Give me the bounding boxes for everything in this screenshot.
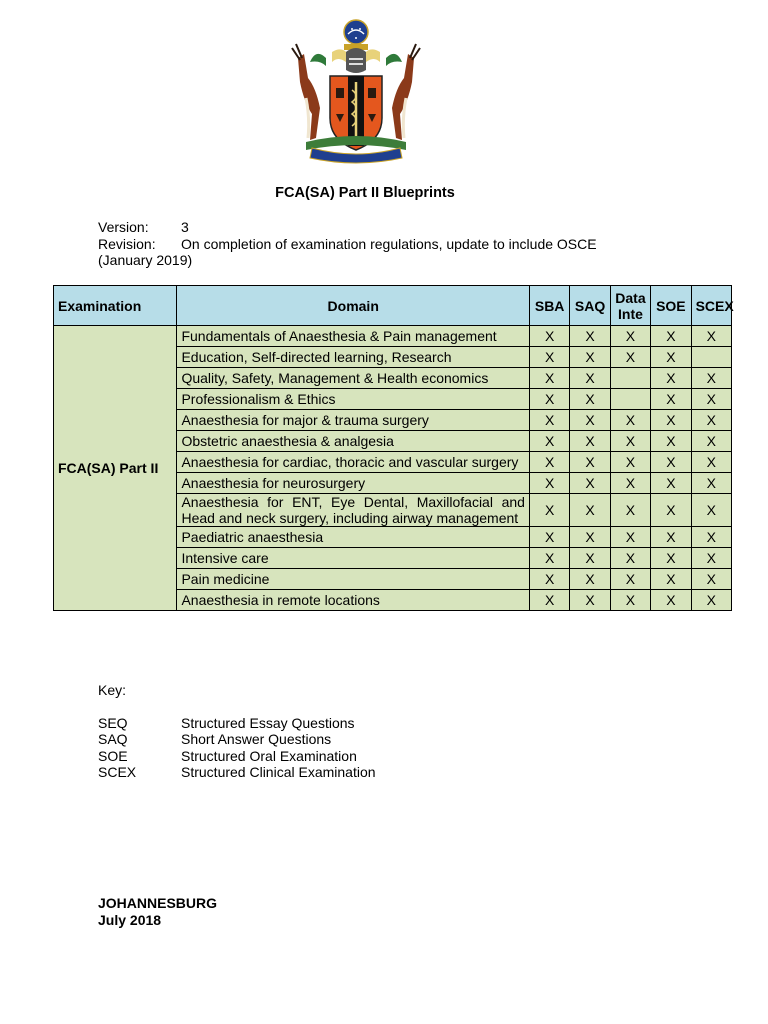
- sba-mark-cell: X: [529, 473, 569, 494]
- domain-cell: Professionalism & Ethics: [177, 389, 529, 410]
- scex-mark-cell: X: [691, 389, 731, 410]
- key-items: [98, 715, 376, 781]
- data-mark-cell: X: [610, 494, 650, 527]
- data-mark-cell: [610, 389, 650, 410]
- revision-row: [98, 236, 597, 253]
- scex-mark-cell: X: [691, 548, 731, 569]
- soe-mark-cell: X: [651, 347, 691, 368]
- saq-mark-cell: X: [570, 527, 610, 548]
- key-meaning: Short Answer Questions: [181, 731, 332, 747]
- header-sba: SBA: [529, 286, 569, 326]
- soe-mark-cell: X: [651, 494, 691, 527]
- scex-mark-cell: [691, 347, 731, 368]
- data-mark-cell: [610, 368, 650, 389]
- document-title: FCA(SA) Part II Blueprints: [275, 185, 455, 201]
- sba-mark-cell: X: [529, 389, 569, 410]
- footer: [98, 895, 217, 928]
- key-item: [98, 748, 376, 765]
- domain-cell: Pain medicine: [177, 569, 529, 590]
- saq-mark-cell: X: [570, 431, 610, 452]
- data-mark-cell: X: [610, 527, 650, 548]
- sba-mark-cell: X: [529, 452, 569, 473]
- table-header-row: [54, 286, 732, 326]
- saq-mark-cell: X: [570, 590, 610, 611]
- college-crest-logo: [286, 18, 426, 164]
- sba-mark-cell: X: [529, 410, 569, 431]
- sba-mark-cell: X: [529, 494, 569, 527]
- table-row: [54, 326, 732, 347]
- data-mark-cell: X: [610, 410, 650, 431]
- saq-mark-cell: X: [570, 389, 610, 410]
- key-abbreviation: SOE: [98, 747, 128, 764]
- key-meaning: Structured Clinical Examination: [181, 764, 376, 780]
- saq-mark-cell: X: [570, 368, 610, 389]
- saq-mark-cell: X: [570, 548, 610, 569]
- sba-mark-cell: X: [529, 527, 569, 548]
- scex-mark-cell: X: [691, 326, 731, 347]
- domain-cell: Anaesthesia for neurosurgery: [177, 473, 529, 494]
- soe-mark-cell: X: [651, 590, 691, 611]
- sba-mark-cell: X: [529, 590, 569, 611]
- scex-mark-cell: X: [691, 431, 731, 452]
- domain-cell: Anaesthesia for major & trauma surgery: [177, 410, 529, 431]
- soe-mark-cell: X: [651, 368, 691, 389]
- examination-cell: FCA(SA) Part II: [54, 326, 177, 611]
- footer-date: July 2018: [98, 911, 162, 928]
- soe-mark-cell: X: [651, 473, 691, 494]
- key-meaning: Structured Essay Questions: [181, 714, 355, 731]
- scex-mark-cell: X: [691, 590, 731, 611]
- data-mark-cell: X: [610, 326, 650, 347]
- header-data-inte: Data Inte: [610, 286, 650, 326]
- blueprint-table: [53, 285, 732, 611]
- key-item: [98, 731, 376, 748]
- saq-mark-cell: X: [570, 326, 610, 347]
- key-abbreviation: SEQ: [98, 714, 128, 731]
- soe-mark-cell: X: [651, 569, 691, 590]
- domain-cell: Obstetric anaesthesia & analgesia: [177, 431, 529, 452]
- sba-mark-cell: X: [529, 431, 569, 452]
- version-row: [98, 219, 597, 236]
- revision-label: Revision:: [98, 235, 156, 252]
- soe-mark-cell: X: [651, 389, 691, 410]
- key-item: [98, 764, 376, 781]
- header-saq: SAQ: [570, 286, 610, 326]
- saq-mark-cell: X: [570, 569, 610, 590]
- blueprint-table-body: [54, 326, 732, 611]
- key-item: [98, 715, 376, 732]
- soe-mark-cell: X: [651, 527, 691, 548]
- header-scex: SCEX: [691, 286, 731, 326]
- scex-mark-cell: X: [691, 368, 731, 389]
- sba-mark-cell: X: [529, 569, 569, 590]
- scex-mark-cell: X: [691, 527, 731, 548]
- data-mark-cell: X: [610, 569, 650, 590]
- soe-mark-cell: X: [651, 431, 691, 452]
- domain-cell: Paediatric anaesthesia: [177, 527, 529, 548]
- key-title: Key:: [98, 682, 127, 698]
- header-domain: Domain: [177, 286, 529, 326]
- key-meaning: Structured Oral Examination: [181, 747, 357, 764]
- data-mark-cell: X: [610, 590, 650, 611]
- revision-value: On completion of examination regulations, update to include OSCE: [181, 235, 597, 252]
- sba-mark-cell: X: [529, 368, 569, 389]
- sba-mark-cell: X: [529, 326, 569, 347]
- soe-mark-cell: X: [651, 452, 691, 473]
- sba-mark-cell: X: [529, 347, 569, 368]
- header-examination: Examination: [54, 286, 177, 326]
- version-info: [98, 219, 597, 269]
- saq-mark-cell: X: [570, 494, 610, 527]
- domain-cell: Anaesthesia in remote locations: [177, 590, 529, 611]
- data-mark-cell: X: [610, 431, 650, 452]
- domain-cell: Fundamentals of Anaesthesia & Pain management: [177, 326, 529, 347]
- scex-mark-cell: X: [691, 473, 731, 494]
- soe-mark-cell: X: [651, 410, 691, 431]
- data-mark-cell: X: [610, 347, 650, 368]
- domain-cell: Quality, Safety, Management & Health economics: [177, 368, 529, 389]
- saq-mark-cell: X: [570, 473, 610, 494]
- soe-mark-cell: X: [651, 326, 691, 347]
- domain-cell: Anaesthesia for cardiac, thoracic and vascular surgery: [177, 452, 529, 473]
- data-mark-cell: X: [610, 473, 650, 494]
- domain-cell: Anaesthesia for ENT, Eye Dental, Maxillofacial and Head and neck surgery, including airway management: [177, 494, 529, 527]
- scex-mark-cell: X: [691, 569, 731, 590]
- scex-mark-cell: X: [691, 494, 731, 527]
- key-abbreviation: SCEX: [98, 764, 137, 780]
- header-soe: SOE: [651, 286, 691, 326]
- key-abbreviation: SAQ: [98, 731, 128, 747]
- revision-date: (January 2019): [98, 252, 193, 268]
- sba-mark-cell: X: [529, 548, 569, 569]
- footer-place: JOHANNESBURG: [98, 895, 218, 911]
- scex-mark-cell: X: [691, 410, 731, 431]
- data-mark-cell: X: [610, 452, 650, 473]
- data-mark-cell: X: [610, 548, 650, 569]
- domain-cell: Intensive care: [177, 548, 529, 569]
- saq-mark-cell: X: [570, 347, 610, 368]
- version-value: 3: [181, 219, 189, 235]
- key-legend: [98, 682, 376, 781]
- scex-mark-cell: X: [691, 452, 731, 473]
- soe-mark-cell: X: [651, 548, 691, 569]
- version-label: Version:: [98, 219, 149, 235]
- domain-cell: Education, Self-directed learning, Research: [177, 347, 529, 368]
- saq-mark-cell: X: [570, 452, 610, 473]
- saq-mark-cell: X: [570, 410, 610, 431]
